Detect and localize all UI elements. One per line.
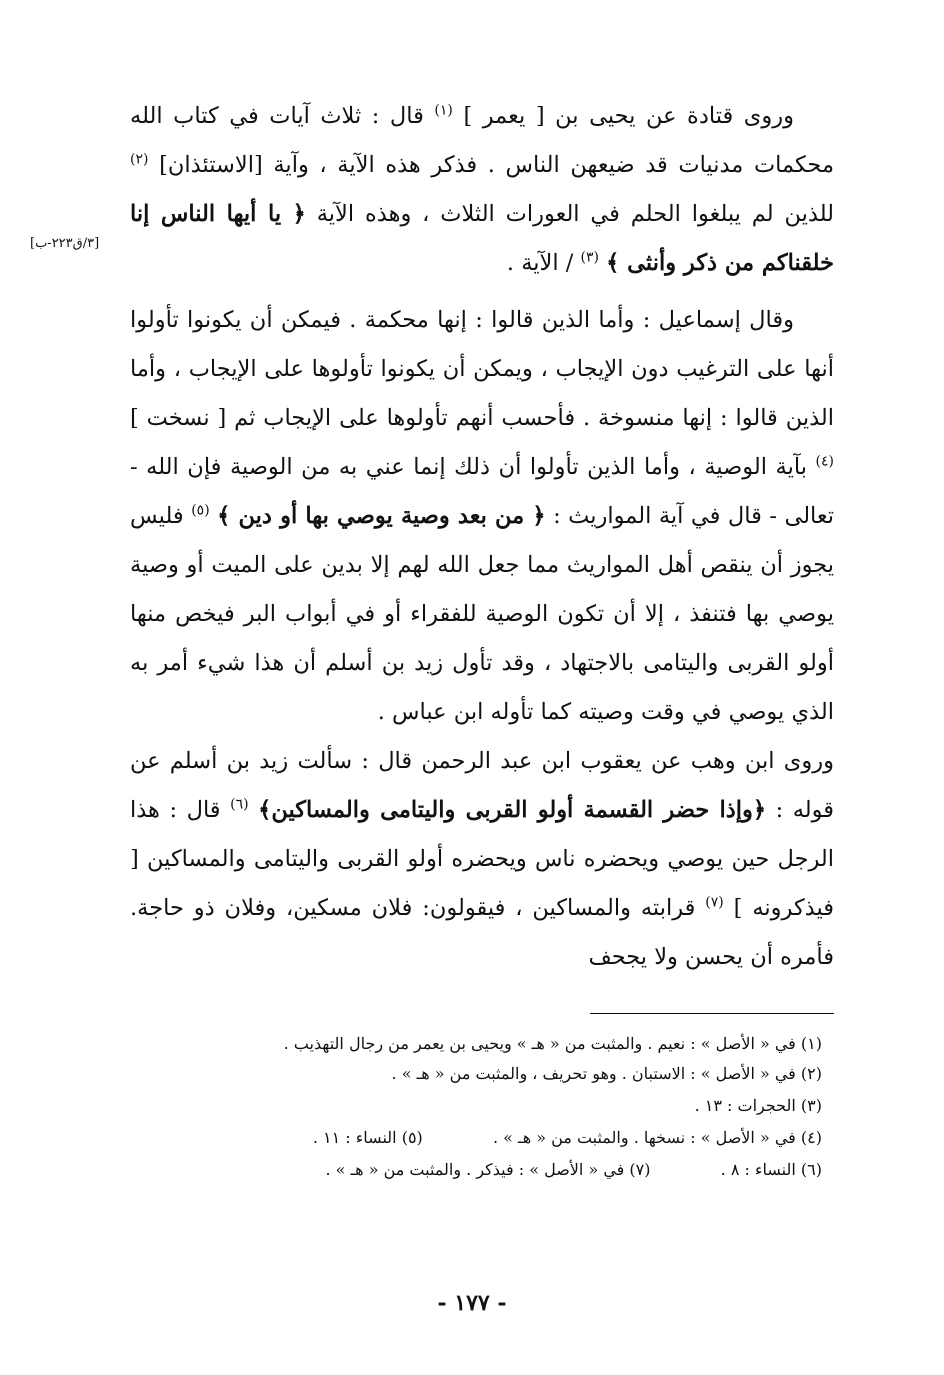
footnote-line-4-5 bbox=[130, 1122, 822, 1154]
footnote-4: (٤) في « الأصل » : نسخها . والمثبت من « هـ » . bbox=[492, 1128, 822, 1147]
footnote-ref-1[interactable]: (١) bbox=[434, 102, 453, 119]
quran-quote: ﴿وإذا حضر القسمة أولو القربى واليتامى والمساكين﴾ bbox=[258, 797, 767, 823]
footnotes bbox=[130, 1030, 822, 1186]
paragraph-ibn-wahb: وروى ابن وهب عن يعقوب ابن عبد الرحمن قال : سألت زيد بن أسلم عن قوله : ﴿وإذا حضر القسمة أولو القربى واليتامى والمساكين﴾ $^{(٦)}$ قال : هذا الرجل حين يوصي ويحضره ناس ويحضره أولو القربى واليتامى والمساكين [ فيذكرونه ] $^{(٧)}$ قرابته والمساكين ، فيقولون: فلان مسكين، وفلان ذو حاجة. فأمره أن يحسن ولا يجحف bbox=[130, 748, 835, 970]
footnote-7: (٧) في « الأصل » : فيذكر . والمثبت من « هـ » . bbox=[325, 1160, 651, 1179]
footnote-ref-3[interactable]: (٣) bbox=[580, 249, 599, 266]
footnote-2: (٢) في « الأصل » : الاستبان . وهو تحريف ، والمثبت من « هـ » . bbox=[391, 1064, 822, 1083]
quran-quote: ﴿ من بعد وصية يوصي بها أو دين ﴾ bbox=[217, 503, 546, 529]
footnote-1: (١) في « الأصل » : نعيم . والمثبت من « هـ » ويحيى بن يعمر من رجال التهذيب . bbox=[283, 1034, 822, 1053]
page-number: - ١٧٧ - bbox=[437, 1290, 507, 1316]
footnote-line-6-7 bbox=[130, 1154, 822, 1186]
manuscript-folio-reference: [٣/ق٢٢٣-ب] bbox=[30, 236, 100, 251]
footnote-ref-4[interactable]: (٤) bbox=[815, 453, 834, 470]
main-text-block-2 bbox=[130, 296, 834, 982]
footnote-ref-7[interactable]: (٧) bbox=[705, 894, 724, 911]
footnote-ref-2[interactable]: (٢) bbox=[130, 151, 149, 168]
footnote-ref-6[interactable]: (٦) bbox=[230, 796, 249, 813]
footnote-separator bbox=[590, 1013, 834, 1014]
paragraph-qatada: وروى قتادة عن يحيى بن [ يعمر ] $^{(١)}$ قال : ثلاث آيات في كتاب الله محكمات مدنيات قد ضيعهن الناس . فذكر هذه الآية ، وآية [الاستئذان] $^{(٢)}$ للذين لم يبلغوا الحلم في العورات الثلاث ، وهذه الآية ﴿ يا أيها الناس إنا خلقناكم من ذكر وأنثى ﴾ $^{(٣)}$ / الآية . bbox=[130, 102, 835, 276]
main-text-block-1 bbox=[130, 92, 834, 288]
paragraph-ismail: وقال إسماعيل : وأما الذين قالوا : إنها محكمة . فيمكن أن يكونوا تأولوا أنها على الترغيب دون الإيجاب ، ويمكن أن يكونوا تأولوها على الإيجاب ، وأما الذين قالوا : إنها منسوخة . فأحسب أنهم تأولوها على الإيجاب ثم [ نسخت ] $^{(٤)}$ بآية الوصية ، وأما الذين تأولوا أن ذلك إنما عني به من الوصية فإن الله - تعالى - قال في آية المواريث : ﴿ من بعد وصية يوصي بها أو دين ﴾ $^{(٥)}$ فليس يجوز أن ينقص أهل المواريث مما جعل الله لهم إلا بدين على الميت أو وصية يوصي بها فتنفذ ، إلا أن تكون الوصية للفقراء أو في أبواب البر فيخص منها أولو القربى واليتامى بالاجتهاد ، وقد تأول زيد بن أسلم أن هذا شيء أمر به الذي يوصي في وقت وصيته كما تأوله ابن عباس . bbox=[130, 307, 835, 725]
footnote-5: (٥) النساء : ١١ . bbox=[312, 1128, 423, 1147]
footnote-6: (٦) النساء : ٨ . bbox=[720, 1160, 822, 1179]
footnote-3: (٣) الحجرات : ١٣ . bbox=[694, 1096, 822, 1115]
quran-quote: ﴿ يا أيها الناس إنا خلقناكم من ذكر وأنثى ﴾ bbox=[130, 201, 834, 276]
footnote-ref-5[interactable]: (٥) bbox=[191, 502, 210, 519]
